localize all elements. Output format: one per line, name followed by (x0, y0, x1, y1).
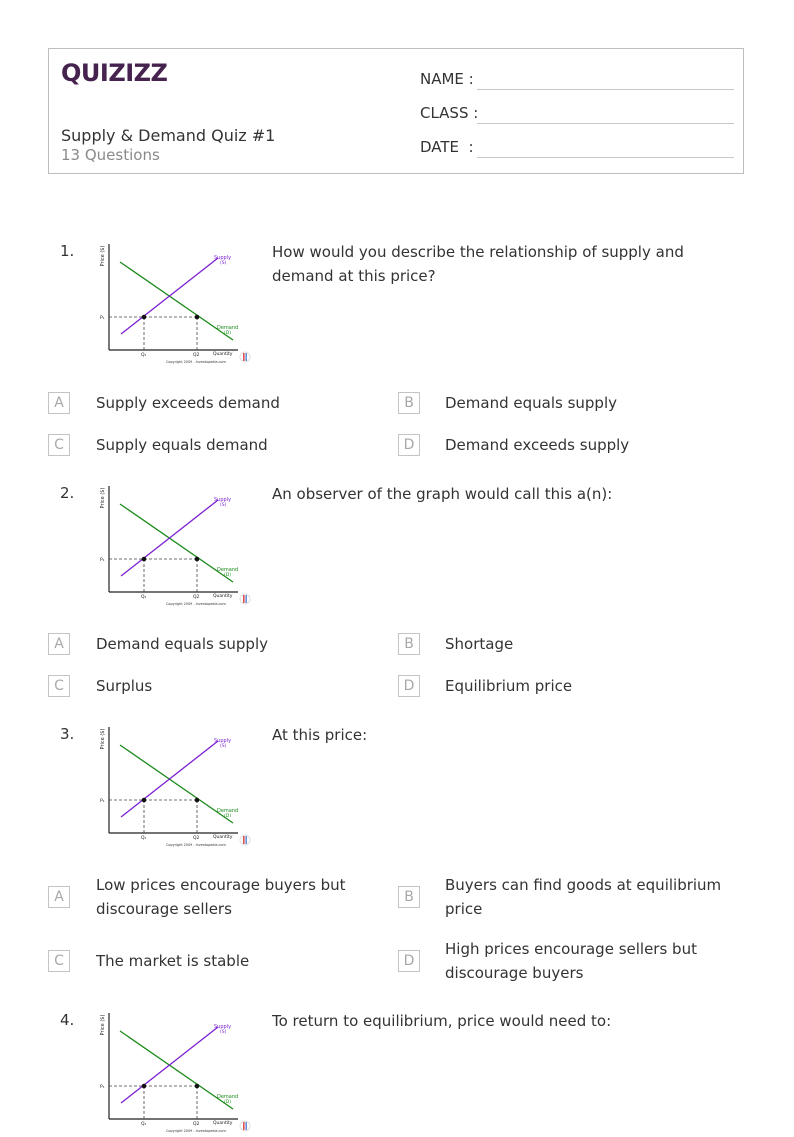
option-b-box[interactable]: B (398, 886, 420, 908)
supply-line (121, 741, 218, 817)
supply-sub-label: (S) (220, 1030, 227, 1035)
option-b-text[interactable]: Buyers can find goods at equilibrium price (445, 876, 722, 918)
worksheet-header (48, 48, 744, 174)
p1-label: P₁ (100, 558, 105, 563)
option-c-box[interactable]: C (48, 434, 70, 456)
y-axis-label: Price ($) (100, 1014, 106, 1036)
demand-sub-label: (D) (224, 331, 231, 336)
supply-sub-label: (S) (220, 744, 227, 749)
name-label: NAME : (420, 70, 474, 88)
option-b-text[interactable]: Demand equals supply (445, 394, 617, 412)
supply-demand-graph (96, 240, 256, 364)
option-a-box[interactable]: A (48, 392, 70, 414)
q1-point (142, 315, 147, 320)
q2-point (195, 1084, 200, 1089)
q2-point (195, 798, 200, 803)
quizizz-logo: QUIZIZZ (61, 59, 168, 87)
q2-point (195, 315, 200, 320)
question-number: 1. (60, 242, 75, 260)
supply-label: Supply (214, 497, 232, 503)
publisher-logo-mark-blue (245, 353, 247, 361)
x-axis-label: Quantity (213, 1121, 233, 1126)
supply-demand-graph (96, 1009, 256, 1133)
q2-label: Q2 (193, 836, 200, 841)
name-field[interactable] (420, 66, 734, 90)
publisher-logo-mark-blue (245, 836, 247, 844)
date-field[interactable] (420, 134, 734, 158)
option-a-box[interactable]: A (48, 886, 70, 908)
q1-point (142, 798, 147, 803)
option-c-text[interactable]: Surplus (96, 677, 153, 695)
question-text: An observer of the graph would call this a(n): (272, 485, 613, 503)
demand-sub-label: (D) (224, 573, 231, 578)
option-a-text[interactable]: Demand equals supply (96, 635, 268, 653)
p1-label: P₁ (100, 1085, 105, 1090)
name-line (477, 89, 734, 90)
date-line (477, 157, 734, 158)
publisher-logo-mark-blue (245, 595, 247, 603)
supply-line (121, 1027, 218, 1103)
publisher-logo-mark-red (243, 836, 245, 844)
q1-point (142, 1084, 147, 1089)
y-axis-label: Price ($) (100, 728, 106, 750)
question-text: To return to equilibrium, price would need to: (272, 1012, 612, 1030)
option-d-box[interactable]: D (398, 950, 420, 972)
supply-label: Supply (214, 1024, 232, 1030)
class-label: CLASS : (420, 104, 479, 122)
graph-svg (96, 1009, 256, 1133)
supply-demand-graph (96, 482, 256, 606)
publisher-logo-icon (240, 352, 250, 362)
supply-line (121, 258, 218, 334)
publisher-logo-mark-red (243, 353, 245, 361)
demand-label: Demand (217, 1094, 239, 1100)
option-b-text[interactable]: Shortage (445, 635, 514, 653)
publisher-logo-mark-red (243, 1122, 245, 1130)
publisher-logo-mark-blue (245, 1122, 247, 1130)
q2-label: Q2 (193, 1122, 200, 1127)
x-axis-label: Quantity (213, 835, 233, 840)
question-text: At this price: (272, 726, 368, 744)
question-number: 2. (60, 484, 75, 502)
supply-line (121, 500, 218, 576)
option-d-box[interactable]: D (398, 434, 420, 456)
supply-sub-label: (S) (220, 503, 227, 508)
publisher-logo-icon (240, 594, 250, 604)
option-d-text[interactable]: High prices encourage sellers but discourage buyers (445, 940, 697, 982)
option-c-text[interactable]: Supply equals demand (96, 436, 268, 454)
supply-label: Supply (214, 255, 232, 261)
option-c-text[interactable]: The market is stable (96, 952, 250, 970)
question-text: How would you describe the relationship of supply and demand at this price? (272, 243, 684, 285)
supply-demand-graph (96, 723, 256, 847)
class-line (477, 123, 734, 124)
q2-label: Q2 (193, 595, 200, 600)
publisher-logo-mark-red (243, 595, 245, 603)
q2-label: Q2 (193, 353, 200, 358)
option-d-box[interactable]: D (398, 675, 420, 697)
y-axis-label: Price ($) (100, 487, 106, 509)
option-b-box[interactable]: B (398, 392, 420, 414)
supply-label: Supply (214, 738, 232, 744)
option-a-text[interactable]: Low prices encourage buyers but discourage sellers (96, 876, 346, 918)
x-axis-label: Quantity (213, 352, 233, 357)
publisher-logo-icon (240, 835, 250, 845)
q1-point (142, 557, 147, 562)
p1-label: P₁ (100, 799, 105, 804)
option-a-text[interactable]: Supply exceeds demand (96, 394, 280, 412)
demand-label: Demand (217, 808, 239, 814)
q1-label: Q₁ (141, 353, 147, 358)
option-c-box[interactable]: C (48, 675, 70, 697)
q2-point (195, 557, 200, 562)
demand-label: Demand (217, 325, 239, 331)
date-label: DATE : (420, 138, 474, 156)
q1-label: Q₁ (141, 595, 147, 600)
copyright-label: Copyright 2009 - Investopedia.com (166, 843, 226, 847)
option-d-text[interactable]: Demand exceeds supply (445, 436, 630, 454)
y-axis-label: Price ($) (100, 245, 106, 267)
q1-label: Q₁ (141, 836, 147, 841)
option-b-box[interactable]: B (398, 633, 420, 655)
option-c-box[interactable]: C (48, 950, 70, 972)
copyright-label: Copyright 2009 - Investopedia.com (166, 602, 226, 606)
class-field[interactable] (420, 100, 734, 124)
x-axis-label: Quantity (213, 594, 233, 599)
supply-sub-label: (S) (220, 261, 227, 266)
demand-sub-label: (D) (224, 814, 231, 819)
question-number: 4. (60, 1011, 75, 1029)
option-a-box[interactable]: A (48, 633, 70, 655)
copyright-label: Copyright 2009 - Investopedia.com (166, 360, 226, 364)
q1-label: Q₁ (141, 1122, 147, 1127)
quiz-title: Supply & Demand Quiz #1 (61, 126, 276, 145)
graph-svg (96, 723, 256, 847)
demand-sub-label: (D) (224, 1100, 231, 1105)
p1-label: P₁ (100, 316, 105, 321)
demand-label: Demand (217, 567, 239, 573)
question-number: 3. (60, 725, 75, 743)
question-count: 13 Questions (61, 146, 160, 164)
copyright-label: Copyright 2009 - Investopedia.com (166, 1129, 226, 1133)
option-d-text[interactable]: Equilibrium price (445, 677, 573, 695)
graph-svg (96, 240, 256, 364)
graph-svg (96, 482, 256, 606)
